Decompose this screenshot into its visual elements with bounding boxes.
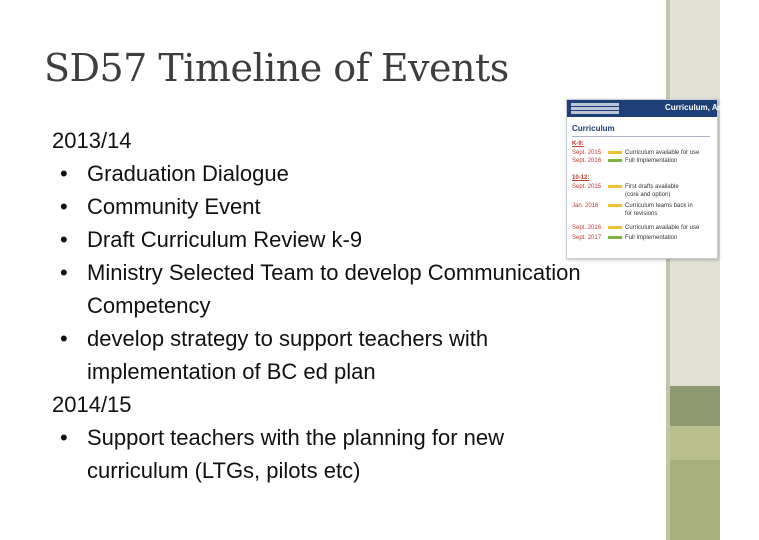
year-label: 2013/14 (52, 128, 132, 153)
row-desc: First drafts available (625, 184, 679, 190)
image-header-bar (567, 100, 759, 117)
bullet-continuation (52, 289, 672, 322)
row-date: Sept. 2015 (572, 184, 602, 190)
bullet-text: Competency (87, 293, 211, 318)
row-desc: Curriculum available for use (625, 150, 700, 156)
year-heading (52, 124, 672, 157)
row-desc: Full Implementation (625, 158, 678, 164)
band-dark-block (670, 386, 720, 426)
bc-logo-icon (571, 103, 619, 114)
bullet-item (52, 157, 672, 190)
row-date: Sept. 2016 (572, 225, 602, 231)
year-heading (52, 388, 672, 421)
row-desc: Curriculum available for use (625, 225, 700, 231)
row-desc: Curriculum teams back in (625, 203, 693, 209)
bullet-continuation (52, 355, 672, 388)
band-mid-block (670, 426, 720, 460)
bullet-item (52, 190, 672, 223)
year-label: 2014/15 (52, 392, 132, 417)
slide-body (52, 124, 672, 487)
bullet-icon: • (60, 227, 68, 252)
band-bottom-block (670, 460, 720, 540)
section-10-12-label: 10-12: (572, 175, 590, 181)
image-heading: Curriculum (572, 124, 615, 133)
bullet-continuation (52, 454, 672, 487)
bullet-text: Graduation Dialogue (87, 161, 289, 186)
bullet-item (52, 256, 672, 289)
bullet-icon: • (60, 326, 68, 351)
row-date: Sept. 2017 (572, 235, 602, 241)
row-date: Sept. 2016 (572, 158, 602, 164)
row-date: Sept. 2015 (572, 150, 602, 156)
bullet-text: Support teachers with the planning for new (87, 425, 505, 450)
image-header-title: Curriculum, Assessment (665, 103, 759, 112)
bullet-icon: • (60, 425, 68, 450)
bullet-icon: • (60, 260, 68, 285)
bullet-text: Ministry Selected Team to develop Communication (87, 260, 581, 285)
bullet-text: implementation of BC ed plan (87, 359, 376, 384)
slide-title: SD57 Timeline of Events (44, 46, 509, 90)
row-note: (core and option) (625, 192, 671, 198)
decorative-side-band (666, 0, 720, 540)
bullet-item (52, 223, 672, 256)
bullet-text: curriculum (LTGs, pilots etc) (87, 458, 361, 483)
row-desc: Full Implementation (625, 235, 678, 241)
bullet-text: develop strategy to support teachers with (87, 326, 489, 351)
row-note: for revisions (625, 211, 658, 217)
bullet-item (52, 421, 672, 454)
bullet-text: Draft Curriculum Review k-9 (87, 227, 363, 252)
bullet-icon: • (60, 161, 68, 186)
bullet-text: Community Event (87, 194, 261, 219)
section-k9-label: K-9: (572, 141, 584, 147)
bullet-icon: • (60, 194, 68, 219)
row-date: Jan. 2016 (572, 203, 599, 209)
bullet-item (52, 322, 672, 355)
